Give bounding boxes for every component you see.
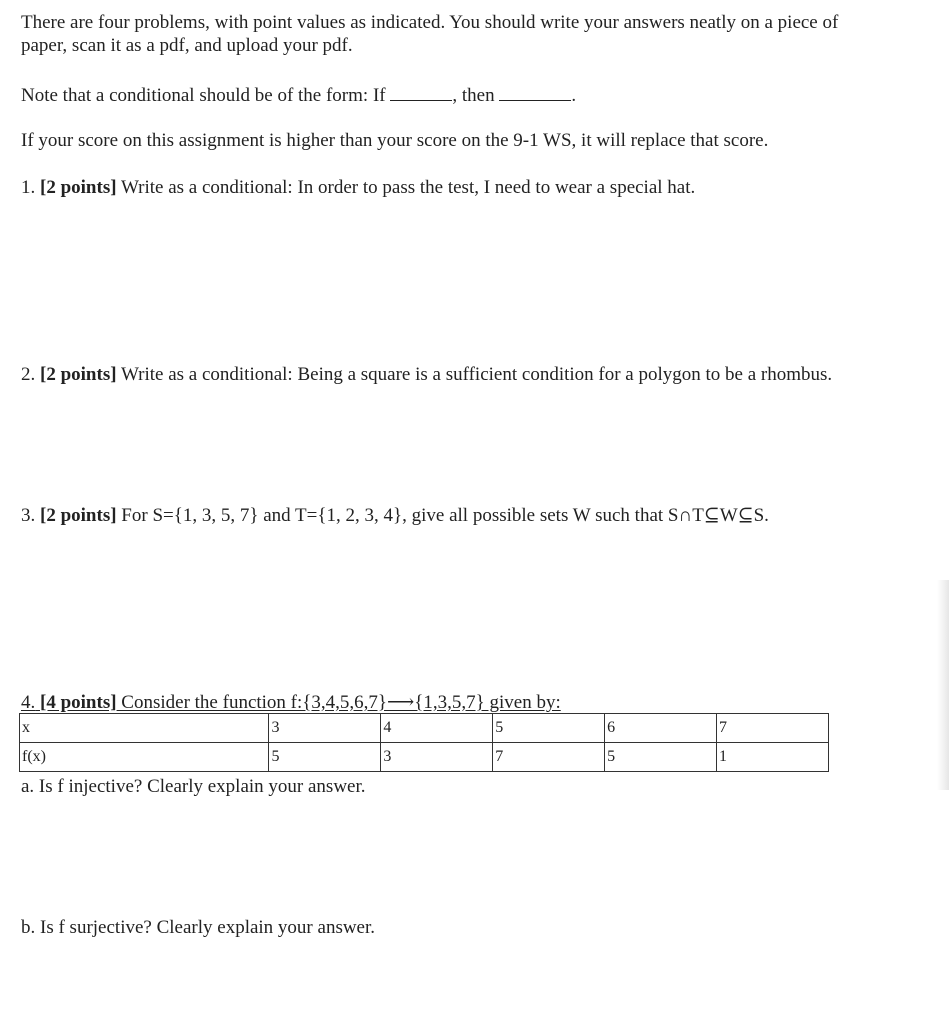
table-cell: 1 [717, 743, 829, 772]
question-4b: b. Is f surjective? Clearly explain your answer. [21, 917, 376, 938]
problem-2 [21, 364, 832, 386]
problem-2-text: Write as a conditional: Being a square is a sufficient condition for a polygon to be a rhombus. [116, 364, 833, 385]
function-table [19, 713, 829, 772]
problem-1 [21, 177, 695, 199]
table-cell: 4 [381, 714, 493, 743]
table-cell: 7 [493, 743, 605, 772]
conditional-suffix: . [571, 85, 577, 106]
edge-shadow [937, 580, 949, 790]
then-blank [499, 83, 571, 101]
problem-1-text: Write as a conditional: In order to pass the test, I need to wear a special hat. [116, 177, 696, 198]
intro-line-1: There are four problems, with point values as indicated. You should write your answers neatly on a piece of [21, 12, 839, 33]
table-cell: 7 [717, 714, 829, 743]
table-cell: 5 [269, 743, 381, 772]
table-cell: 5 [493, 714, 605, 743]
conditional-middle: , then [452, 85, 500, 106]
table-cell: 6 [605, 714, 717, 743]
if-blank [390, 83, 452, 101]
problem-4 [21, 692, 561, 714]
problem-2-points: [2 points] [40, 364, 117, 385]
problem-4-text: Consider the function f:{3,4,5,6,7}⟶{1,3,5,7} given by: [116, 692, 561, 713]
table-row-fx [20, 743, 829, 772]
problem-3-points: [2 points] [40, 505, 117, 526]
problem-3-text: For S={1, 3, 5, 7} and T={1, 2, 3, 4}, give all possible sets W such that S∩T⊆W⊆S. [116, 505, 769, 526]
problem-3-number: 3. [21, 505, 36, 526]
conditional-prefix: Note that a conditional should be of the form: If [21, 85, 391, 106]
table-cell: f(x) [20, 743, 269, 772]
problem-4-points: [4 points] [40, 692, 117, 713]
table-cell: 5 [605, 743, 717, 772]
problem-3 [21, 505, 769, 527]
table-row-x [20, 714, 829, 743]
question-4a: a. Is f injective? Clearly explain your answer. [21, 776, 366, 797]
problem-1-points: [2 points] [40, 177, 117, 198]
table-cell: x [20, 714, 269, 743]
conditional-note [21, 83, 576, 107]
score-note: If your score on this assignment is higher than your score on the 9-1 WS, it will replace that score. [21, 130, 769, 151]
intro-line-2: paper, scan it as a pdf, and upload your pdf. [21, 35, 353, 56]
problem-2-number: 2. [21, 364, 36, 385]
table-cell: 3 [269, 714, 381, 743]
problem-1-number: 1. [21, 177, 36, 198]
table-cell: 3 [381, 743, 493, 772]
problem-4-number: 4. [21, 692, 36, 713]
